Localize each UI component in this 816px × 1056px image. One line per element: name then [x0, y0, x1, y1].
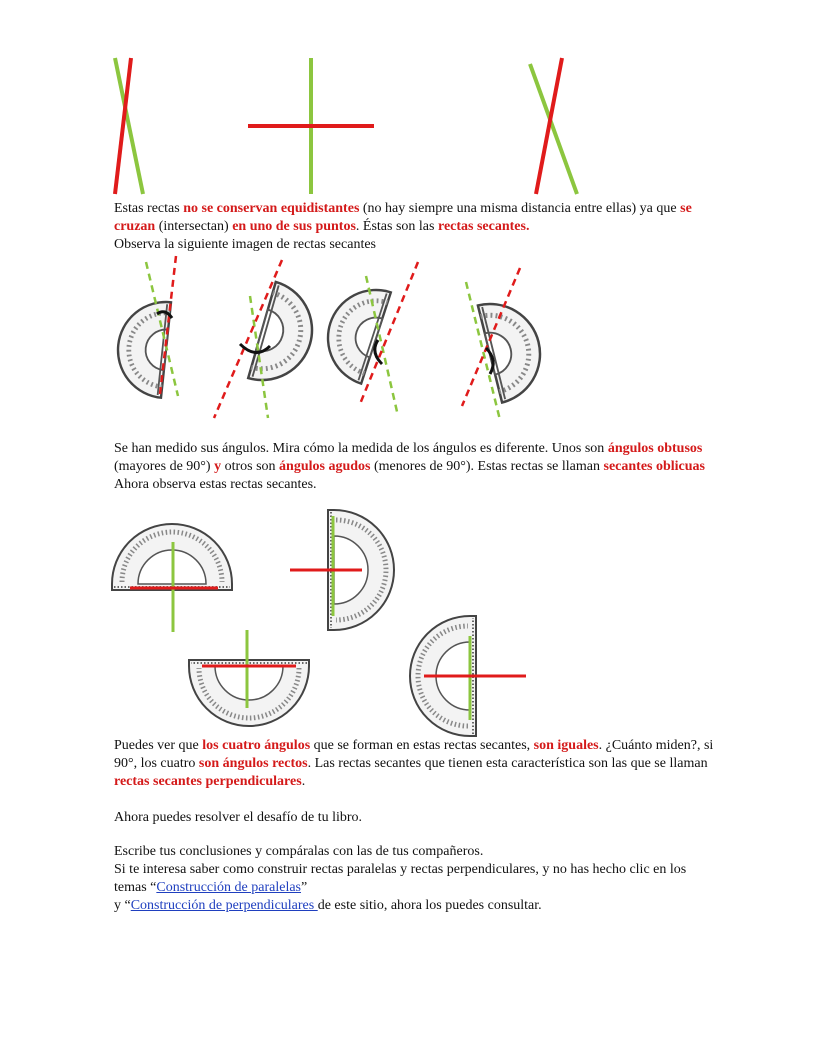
link-construccion-perpendiculares[interactable]: Construcción de perpendiculares [130, 898, 318, 913]
paragraph-conclusions [114, 843, 714, 915]
emphasis-text: no se conservan equidistantes [183, 201, 360, 216]
text-run: Si te interesa saber como construir rectas paralelas y rectas perpendiculares, y no has hecho clic en los temas “ [114, 862, 687, 895]
protractor [316, 278, 391, 384]
emphasis-text: secantes oblicuas [603, 459, 705, 474]
text-run: (no hay siempre una misma distancia entre ellas) ya que [359, 201, 681, 216]
text-run: (mayores de 90°) [114, 459, 215, 474]
paragraph-desafio: Ahora puedes resolver el desafío de tu libro. [114, 810, 363, 825]
link-construccion-paralelas[interactable]: Construcción de paralelas [156, 880, 301, 895]
emphasis-text: rectas secantes perpendiculares [114, 774, 302, 789]
protractor [189, 660, 309, 726]
text-run: Observa la siguiente imagen de rectas secantes [114, 237, 377, 252]
text-run: de este sitio, ahora los puedes consultar. [317, 898, 542, 913]
text-run: y “ [114, 898, 131, 913]
paragraph-perpendicular [114, 737, 714, 791]
protractor [248, 282, 324, 392]
green-line [530, 64, 577, 194]
text-run: Escribe tus conclusiones y compáralas con las de tus compañeros. [114, 844, 484, 859]
text-run: Estas rectas [114, 201, 184, 216]
perpendicular-secants-protractors-figure [0, 512, 816, 738]
emphasis-text: en uno de sus puntos [232, 219, 356, 234]
text-run: Puedes ver que [114, 738, 203, 753]
oblique-secants-protractors-figure [0, 256, 816, 422]
text-run: . [301, 774, 306, 789]
emphasis-text: los cuatro ángulos [202, 738, 311, 753]
text-run: ” [301, 880, 308, 895]
text-run: (menores de 90°). Estas rectas se llaman [370, 459, 604, 474]
emphasis-text: rectas secantes. [437, 219, 530, 234]
red-line [536, 58, 562, 194]
text-run: otros son [221, 459, 280, 474]
text-run: . Las rectas secantes que tienen esta característica son las que se llaman [307, 756, 708, 771]
text-run: Ahora observa estas rectas secantes. [114, 477, 317, 492]
secant-lines-figure [0, 50, 816, 200]
text-run: . ¿Cuánto miden?, si 90°, los cuatro [114, 738, 714, 771]
paragraph-secant-intro [114, 200, 714, 254]
emphasis-text: son ángulos rectos [198, 756, 308, 771]
emphasis-text: ángulos obtusos [607, 441, 703, 456]
text-run: que se forman en estas rectas secantes, [310, 738, 534, 753]
emphasis-text: ángulos agudos [279, 459, 371, 474]
text-run: (intersectan) [155, 219, 233, 234]
text-run: . Éstas son las [355, 219, 438, 234]
protractor [478, 293, 551, 402]
text-run: Se han medido sus ángulos. Mira cómo la medida de los ángulos es diferente. Unos son [114, 441, 608, 456]
emphasis-text: y [214, 459, 222, 474]
emphasis-text: se cruzan [114, 201, 692, 234]
paragraph-oblique-angles [114, 440, 714, 494]
emphasis-text: son iguales [533, 738, 599, 753]
